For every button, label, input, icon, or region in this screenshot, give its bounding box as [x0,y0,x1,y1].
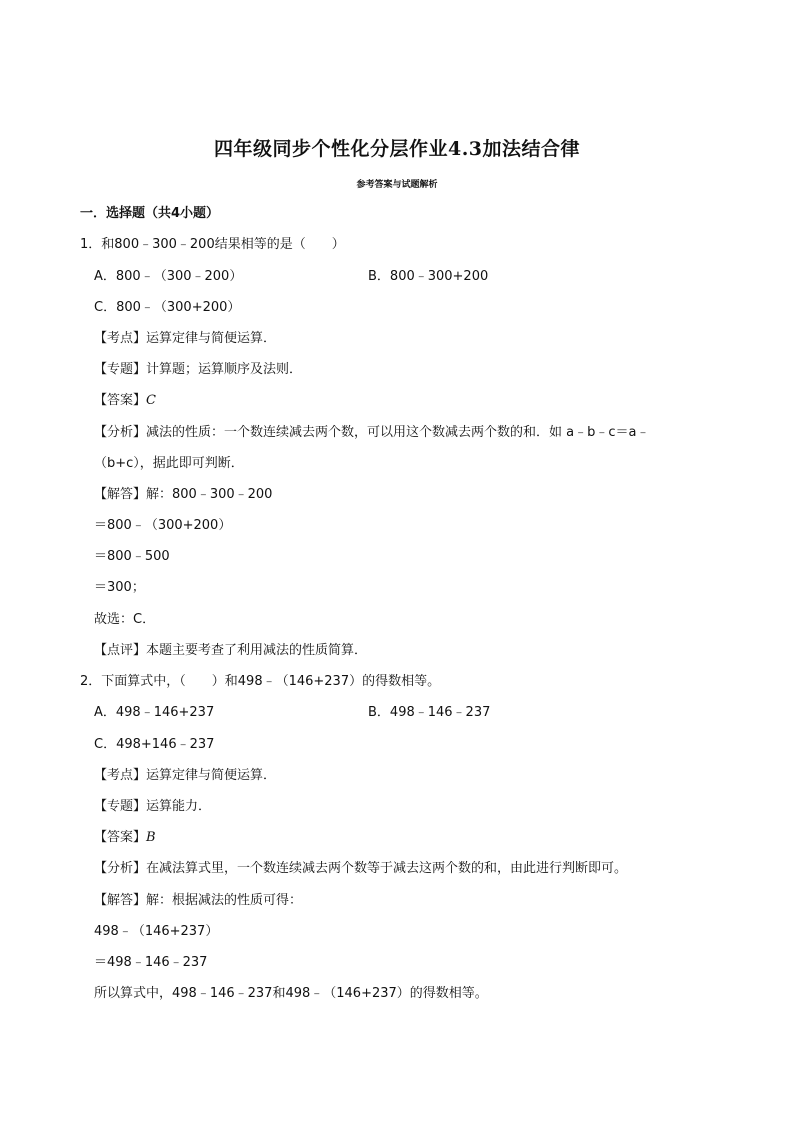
page-title: 四年级同步个性化分层作业4.3加法结合律 [213,138,581,160]
q2-zhuanti [94,799,211,815]
q1-kaodian [94,331,276,347]
q2-jieda-step-2: 498﹣（146+237） [94,924,219,939]
q2-zhuanti-label: 【专题】 [94,799,147,814]
q1-kaodian-text: 运算定律与简便运算． [146,331,277,346]
q1-option-b: B．800﹣300+200 [368,269,489,284]
q2-jieda-step-4: 所以算式中，498﹣146﹣237和498﹣（146+237）的得数相等。 [94,986,488,1001]
q1-jieda-step-4: ＝300； [94,580,145,595]
q2-stem: 2．下面算式中，（ ）和498﹣（146+237）的得数相等。 [80,674,441,689]
q2-fenxi-text: 在减法算式里，一个数连续减去两个数等于减去这两个数的和，由此进行判断即可。 [146,861,628,876]
q1-daan-label: 【答案】 [94,393,147,408]
q1-option-c: C．800﹣（300+200） [94,300,241,315]
q2-daan-label: 【答案】 [94,830,147,845]
q1-zhuanti-label: 【专题】 [94,362,147,377]
q1-daan-text: C [146,393,156,408]
q1-zhuanti [94,362,302,378]
q2-kaodian [94,768,276,784]
q2-jieda-step-1: 解：根据减法的性质可得： [146,893,303,908]
q1-option-a: A．800﹣（300﹣200） [94,269,243,284]
q2-daan-text: B [146,830,156,845]
q1-dianping [94,643,367,659]
q1-stem: 1．和800﹣300﹣200结果相等的是（ ） [80,237,345,252]
q2-kaodian-label: 【考点】 [94,768,147,783]
q1-dianping-label: 【点评】 [94,643,147,658]
q1-jieda-step-1: 解：800﹣300﹣200 [146,487,273,502]
q2-fenxi [94,861,627,877]
section-heading: 一．选择题（共4小题） [80,206,220,221]
q1-jieda-step-3: ＝800﹣500 [94,549,170,564]
q1-jieda [94,487,272,503]
q1-jieda-label: 【解答】 [94,487,147,502]
q2-option-a: A．498﹣146+237 [94,705,215,720]
q1-guxuan: 故选：C． [94,612,156,627]
q1-kaodian-label: 【考点】 [94,331,147,346]
q2-option-b: B．498﹣146﹣237 [368,705,491,720]
q2-jieda-label: 【解答】 [94,893,147,908]
q1-zhuanti-text: 计算题；运算顺序及法则． [146,362,303,377]
q1-daan [94,393,156,409]
page-subtitle: 参考答案与试题解析 [356,180,438,190]
q1-fenxi-text-2: （b+c），据此即可判断． [94,456,244,471]
q1-fenxi-text-1: 减法的性质：一个数连续减去两个数，可以用这个数减去两个数的和．如 a﹣b﹣c＝a﹣ [146,425,650,440]
q2-fenxi-label: 【分析】 [94,861,147,876]
q2-daan [94,830,156,846]
q1-dianping-text: 本题主要考查了利用减法的性质简算． [146,643,368,658]
q1-fenxi [94,425,649,441]
q2-zhuanti-text: 运算能力． [146,799,212,814]
q2-option-c: C．498+146﹣237 [94,737,215,752]
q2-kaodian-text: 运算定律与简便运算． [146,768,277,783]
q1-fenxi-label: 【分析】 [94,425,147,440]
q1-jieda-step-2: ＝800﹣（300+200） [94,518,232,533]
q2-jieda-step-3: ＝498﹣146﹣237 [94,955,208,970]
q2-jieda [94,893,302,909]
